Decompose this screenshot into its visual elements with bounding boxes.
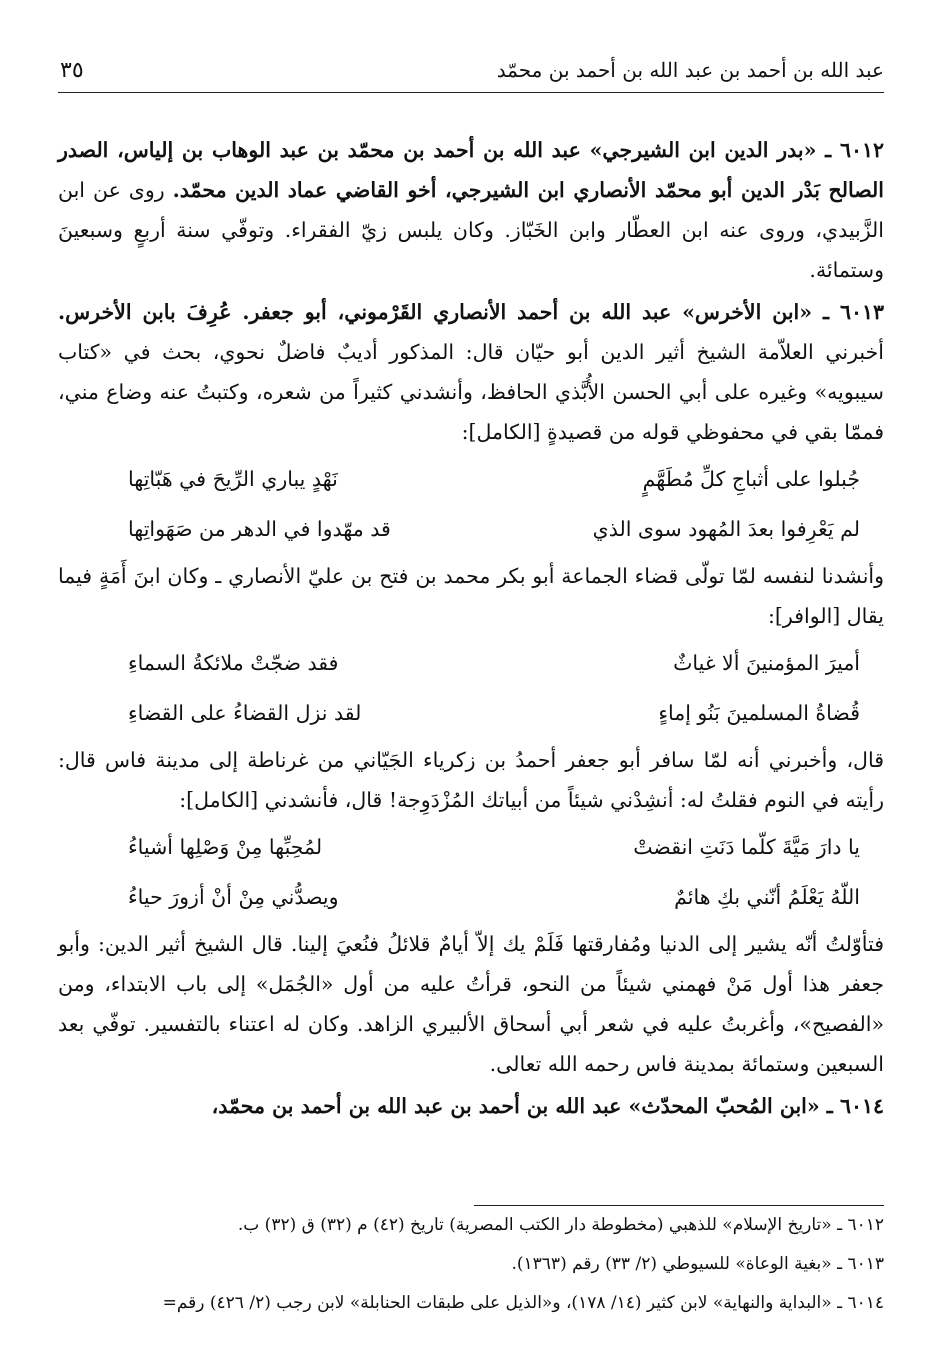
book-page [58,52,884,1352]
entry-6012 [58,130,884,290]
verse-second-hemistich: لمُحِبِّها مِنْ وَصْلِها أشياءُ [128,835,323,859]
footnote-6012: ٦٠١٢ ـ «تاريخ الإسلام» للذهبي (مخطوطة دار الكتب المصرية) تاريخ (٤٢) م (٣٢) ق (٣٢) ب. [237,1215,884,1235]
entry-6013-heading: ٦٠١٣ ـ «ابن الأخرس» عبد الله بن أحمد الأنصاري القَرْموني، أبو جعفر. عُرِفَ بابن الأخرس. [58,300,884,324]
verse-first-hemistich: أميرَ المؤمنينَ ألا غياثٌ [673,651,860,675]
entry-6013-text-4: فتأوّلتُ أنّه يشير إلى الدنيا ومُفارقتها فَلَمْ يك إلاّ أيامٌ قلائلُ فنُعيَ إلينا. قال الشيخ أثير الدين: وأبو جعفر هذا أول مَنْ فهمني شيئاً من النحو، قرأتُ عليه من أول «الجُمَل» إلى باب الابتداء، ومن «الفصيح»، وأغربتُ عليه في شعر أبي أسحاق الألبيري الزاهد. وكان له اعتناء بالتفسير. توفّي بعد السبعين وستمائة بمدينة فاس رحمه الله تعالى. [58,932,884,1076]
verse-line [128,640,860,686]
verse-second-hemistich: لقد نزل القضاءُ على القضاءِ [128,701,362,725]
entry-6013 [58,292,884,452]
verse-first-hemistich: جُبلوا على أثباجِ كلِّ مُطَهَّمٍ [642,467,860,491]
verse-line [128,456,860,502]
entry-6012-heading: ٦٠١٢ ـ «بدر الدين ابن الشيرجي» عبد الله بن أحمد بن محمّد بن عبد الوهاب بن إلياس، الصدر الصالح بَدْر الدين أبو محمّد الأنصاري ابن الشيرجي، أخو القاضي عماد الدين محمّد. [58,138,884,202]
verse-second-hemistich: ويصدُّني مِنْ أنْ أزورَ حياءُ [128,885,339,909]
running-title: عبد الله بن أحمد بن عبد الله بن أحمد بن محمّد [496,58,884,82]
page-body [58,130,884,1128]
verse-second-hemistich: نَهْدٍ يباري الرِّيحَ في هَبّاتِها [128,467,338,491]
verse-first-hemistich: اللّهُ يَعْلَمُ أنّني بكِ هائمٌ [674,885,860,909]
verse-line [128,824,860,870]
footnote-6014: ٦٠١٤ ـ «البداية والنهاية» لابن كثير (١٤/ ١٧٨)، و«الذيل على طبقات الحنابلة» لابن رجب (٢/ ٤٢٦) رقم= [162,1293,884,1313]
verse-line [128,690,860,736]
verse-first-hemistich: قُضاةُ المسلمينَ بَنُو إماءٍ [658,701,860,725]
page-number: ٣٥ [60,58,84,83]
verse-first-hemistich: لم يَعْرِفوا بعدَ المُهود سوى الذي [592,517,860,541]
verse-first-hemistich: يا دارَ مَيَّةَ كلّما دَنَتِ انقضتْ [633,835,860,859]
entry-6012-text: روى عن ابن الزَّبيدي، وروى عنه ابن العطّار وابن الخَبّاز. وكان يلبس زيّ الفقراء. وتوفّي سنة أربعٍ وسبعينَ وستمائة. [58,178,884,282]
footnotes [58,1205,884,1323]
entry-6014-heading: ٦٠١٤ ـ «ابن المُحبّ المحدّث» عبد الله بن أحمد بن عبد الله بن أحمد بن محمّد، [211,1094,884,1118]
verse-line [128,506,860,552]
verse-line [128,874,860,920]
page-header [58,52,884,93]
footnote-6013: ٦٠١٣ ـ «بغية الوعاة» للسيوطي (٢/ ٣٣) رقم (١٣٦٣). [511,1254,884,1274]
verse-second-hemistich: فقد ضجّتْ ملائكةُ السماءِ [128,651,339,675]
entry-6013-text-3: قال، وأخبرني أنه لمّا سافر أبو جعفر أحمدُ بن زكرياء الجَيّاني من غرناطة إلى مدينة فاس قال: رأيته في النوم فقلتُ له: أنشِدْني شيئاً من أبياتك المُزْدَوِجة! قال، فأنشدني [الكامل]: [58,748,884,812]
entry-6013-text-2: وأنشدنا لنفسه لمّا تولّى قضاء الجماعة أبو بكر محمد بن فتح بن عليّ الأنصاري ـ وكان ابنَ أَمَةٍ فيما يقال [الوافر]: [58,564,884,628]
entry-6013-text: أخبرني العلاّمة الشيخ أثير الدين أبو حيّان قال: المذكور أديبٌ فاضلٌ نحوي، بحث في «كتاب سيبويه» وغيره على أبي الحسن الأُبَّذي الحافظ، وأنشدني كثيراً من شعره، وكتبتُ عنه وضاع مني، فممّا بقي في محفوظي قوله من قصيدةٍ [الكامل]: [58,340,884,444]
verse-second-hemistich: قد مهّدوا في الدهر من صَهَواتِها [128,517,391,541]
